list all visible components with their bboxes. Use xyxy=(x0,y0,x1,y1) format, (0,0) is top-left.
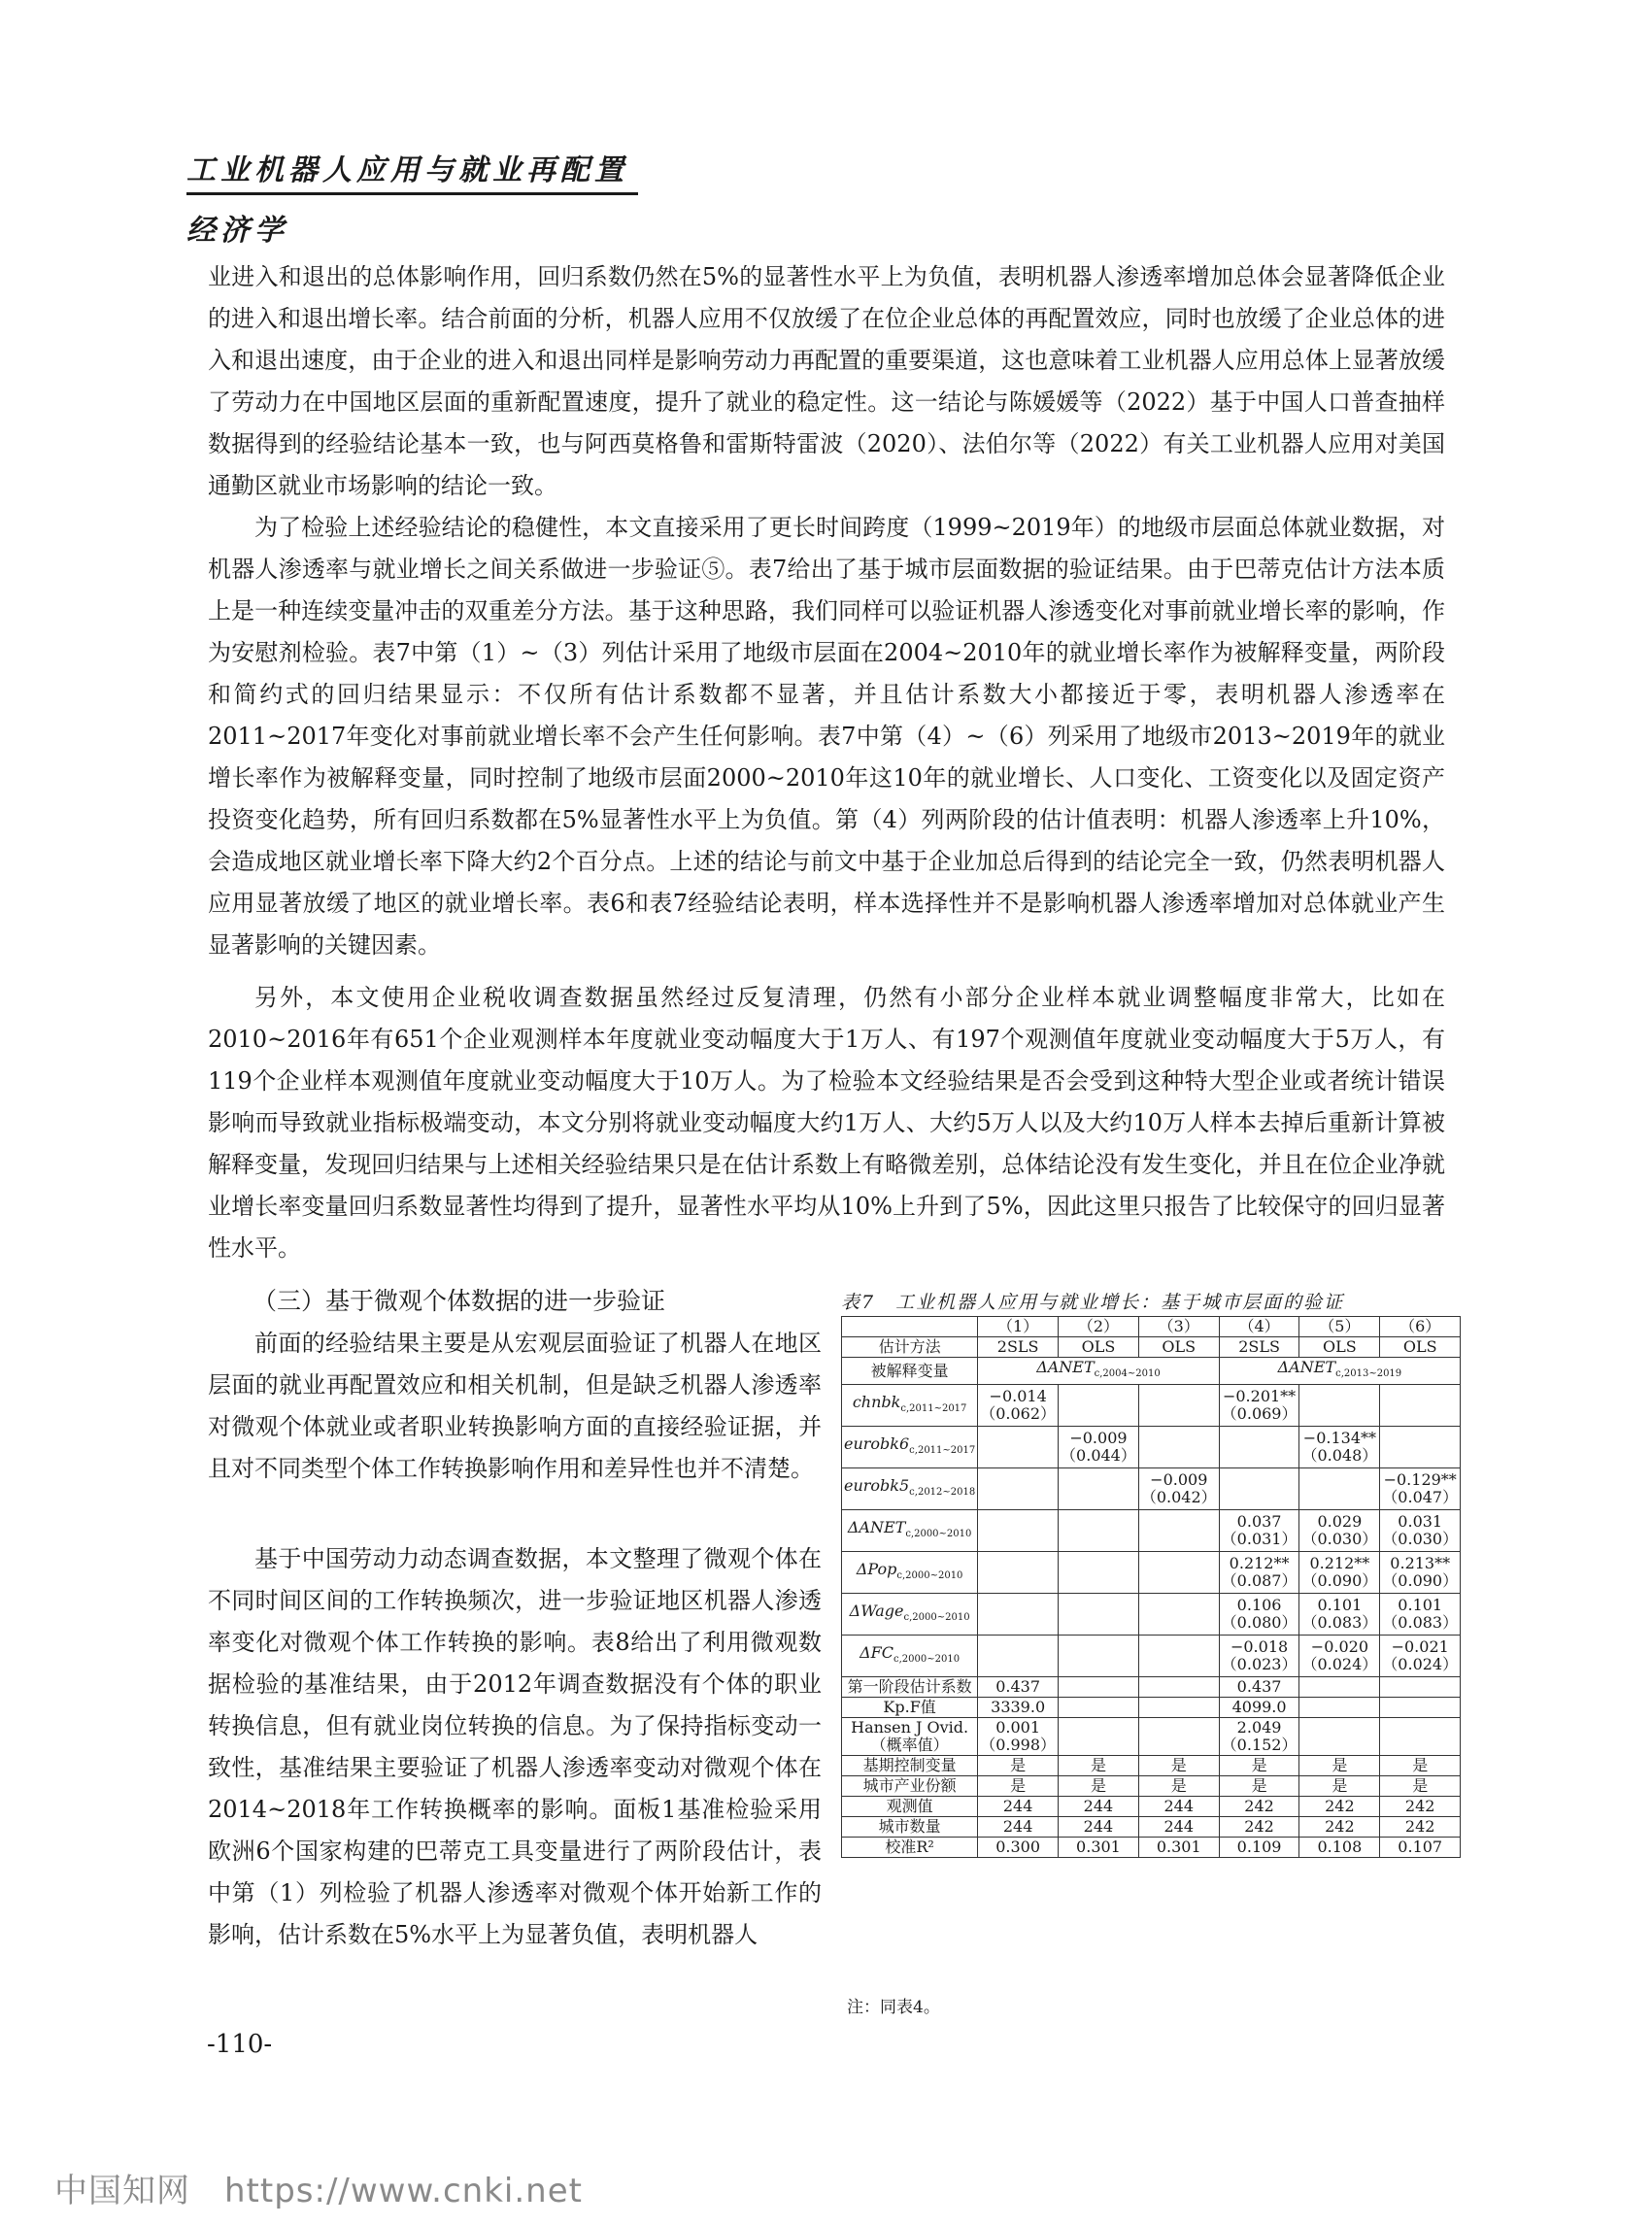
table-cell: 0.212** （0.090） xyxy=(1299,1552,1380,1594)
table-cell: 0.437 xyxy=(978,1677,1059,1698)
table-cell: 244 xyxy=(1059,1797,1139,1817)
table-cell xyxy=(1138,1636,1219,1677)
col-number: （4） xyxy=(1219,1317,1299,1337)
row-label: 估计方法 xyxy=(842,1337,978,1358)
table-cell xyxy=(1380,1698,1461,1718)
table-cell xyxy=(1380,1385,1461,1427)
row-label: $eurobk6_{c,2011\sim 2017}$ xyxy=(842,1427,978,1468)
table-row xyxy=(842,1358,1461,1385)
table-row xyxy=(842,1427,1461,1468)
table-7 xyxy=(841,1316,1461,1858)
table-row xyxy=(842,1636,1461,1677)
table-cell xyxy=(978,1427,1059,1468)
row-label: 被解释变量 xyxy=(842,1358,978,1385)
table-cell: 是 xyxy=(1299,1776,1380,1797)
table-cell: 是 xyxy=(978,1756,1059,1776)
table-cell: −0.009 （0.042） xyxy=(1138,1468,1219,1510)
paragraph-2: 为了检验上述经验结论的稳健性，本文直接采用了更长时间跨度（1999~2019年）的地级市层面总体就业数据，对机器人渗透率与就业增长之间关系做进一步验证⑤。表7给出了基于城市层面数据的验证结果。由于巴蒂克估计方法本质上是一种连续变量冲击的双重差分方法。基于这种思路，我们同样可以验证机器人渗透变化对事前就业增长率的影响，作为安慰剂检验。表7中第（1）~（3）列估计采用了地级市层面在2004~2010年的就业增长率作为被解释变量，两阶段和简约式的回归结果显示：不仅所有估计系数都不显著，并且估计系数大小都接近于零，表明机器人渗透率在2011~2017年变化对事前就业增长率不会产生任何影响。表7中第（4）~（6）列采用了地级市2013~2019年的就业增长率作为被解释变量，同时控制了地级市层面2000~2010年这10年的就业增长、人口变化、工资变化以及固定资产投资变化趋势，所有回归系数都在5%显著性水平上为负值。第（4）列两阶段的估计值表明：机器人渗透率上升10%，会造成地区就业增长率下降大约2个百分点。上述的结论与前文中基于企业加总后得到的结论完全一致，仍然表明机器人应用显著放缓了地区的就业增长率。表6和表7经验结论表明，样本选择性并不是影响机器人渗透率增加对总体就业产生显著影响的关键因素。 xyxy=(208,514,1445,959)
table-cell: 2SLS xyxy=(1219,1337,1299,1358)
table-row xyxy=(842,1510,1461,1552)
table-cell: 244 xyxy=(1138,1797,1219,1817)
table-cell: 244 xyxy=(978,1817,1059,1838)
table-row xyxy=(842,1718,1461,1756)
table-cell: 0.101 （0.083） xyxy=(1299,1594,1380,1636)
table-cell xyxy=(1138,1677,1219,1698)
table-cell: 是 xyxy=(1380,1776,1461,1797)
table-cell: 0.037 （0.031） xyxy=(1219,1510,1299,1552)
table-cell: 244 xyxy=(1059,1817,1139,1838)
table-cell: 是 xyxy=(1138,1756,1219,1776)
row-label: $\Delta ANET_{c,2000\sim 2010}$ xyxy=(842,1510,978,1552)
row-label: 城市产业份额 xyxy=(842,1776,978,1797)
dep-var-left: $\Delta ANET_{c,2004\sim 2010}$ xyxy=(978,1358,1219,1385)
table-cell xyxy=(978,1636,1059,1677)
table-cell xyxy=(1380,1677,1461,1698)
table-cell: 0.108 xyxy=(1299,1838,1380,1858)
table-cell: 242 xyxy=(1380,1797,1461,1817)
table-cell: OLS xyxy=(1380,1337,1461,1358)
table-cell: 0.031 （0.030） xyxy=(1380,1510,1461,1552)
table-cell xyxy=(1138,1698,1219,1718)
table-cell: 0.213** （0.090） xyxy=(1380,1552,1461,1594)
journal-title: 工业机器人应用与就业再配置 xyxy=(186,153,628,187)
table-cell xyxy=(1299,1677,1380,1698)
table-cell: OLS xyxy=(1059,1337,1139,1358)
table-corner xyxy=(842,1317,978,1337)
table-cell: 0.300 xyxy=(978,1838,1059,1858)
table-cell xyxy=(1138,1427,1219,1468)
table-row xyxy=(842,1468,1461,1510)
table-cell xyxy=(1059,1510,1139,1552)
table-cell: −0.020 （0.024） xyxy=(1299,1636,1380,1677)
table-cell: −0.018 （0.023） xyxy=(1219,1636,1299,1677)
table-cell xyxy=(1299,1468,1380,1510)
paragraph-1: 业进入和退出的总体影响作用，回归系数仍然在5%的显著性水平上为负值，表明机器人渗透率增加总体会显著降低企业的进入和退出增长率。结合前面的分析，机器人应用不仅放缓了在位企业总体的再配置效应，同时也放缓了企业总体的进入和退出速度，由于企业的进入和退出同样是影响劳动力再配置的重要渠道，这也意味着工业机器人应用总体上显著放缓了劳动力在中国地区层面的重新配置速度，提升了就业的稳定性。这一结论与陈媛媛等（2022）基于中国人口普查抽样数据得到的经验结论基本一致，也与阿西莫格鲁和雷斯特雷波（2020）、法伯尔等（2022）有关工业机器人应用对美国通勤区就业市场影响的结论一致。 xyxy=(208,263,1445,499)
row-label: 观测值 xyxy=(842,1797,978,1817)
row-label: Hansen J Ovid. （概率值） xyxy=(842,1718,978,1756)
table-cell: 242 xyxy=(1299,1797,1380,1817)
table-cell: 244 xyxy=(978,1797,1059,1817)
row-label: ΔWage$_{c,2000\sim 2010}$ xyxy=(842,1594,978,1636)
col-number: （6） xyxy=(1380,1317,1461,1337)
table-cell: OLS xyxy=(1299,1337,1380,1358)
table-cell xyxy=(1138,1718,1219,1756)
col-number: （1） xyxy=(978,1317,1059,1337)
table-row xyxy=(842,1337,1461,1358)
table-cell xyxy=(1138,1594,1219,1636)
table-cell: OLS xyxy=(1138,1337,1219,1358)
table-cell xyxy=(1138,1385,1219,1427)
table-row xyxy=(842,1594,1461,1636)
table-cell: 0.301 xyxy=(1138,1838,1219,1858)
row-label: 校准R² xyxy=(842,1838,978,1858)
watermark: 中国知网 https://www.cnki.net xyxy=(54,2172,583,2210)
dep-var-right: $\Delta ANET_{c,2013\sim 2019}$ xyxy=(1219,1358,1460,1385)
table-cell xyxy=(1059,1552,1139,1594)
table-cell: 242 xyxy=(1380,1817,1461,1838)
table-cell: 是 xyxy=(978,1776,1059,1797)
col-number: （3） xyxy=(1138,1317,1219,1337)
table-header-row xyxy=(842,1317,1461,1337)
subheading: （三）基于微观个体数据的进一步验证 xyxy=(253,1287,666,1315)
row-label: 第一阶段估计系数 xyxy=(842,1677,978,1698)
table-cell xyxy=(978,1468,1059,1510)
table-cell: 2.049 （0.152） xyxy=(1219,1718,1299,1756)
table-cell xyxy=(1059,1594,1139,1636)
table-cell xyxy=(1299,1385,1380,1427)
page-number: -110- xyxy=(207,2030,273,2059)
paragraph-3: 另外，本文使用企业税收调查数据虽然经过反复清理，仍然有小部分企业样本就业调整幅度非常大，比如在2010~2016年有651个企业观测样本年度就业变动幅度大于1万人、有197个观测值年度就业变动幅度大于5万人，有119个企业样本观测值年度就业变动幅度大于10万人。为了检验本文经验结果是否会受到这种特大型企业或者统计错误影响而导致就业指标极端变动，本文分别将就业变动幅度大约1万人、大约5万人以及大约10万人样本去掉后重新计算被解释变量，发现回归结果与上述相关经验结果只是在估计系数上有略微差别，总体结论没有发生变化，并且在位企业净就业增长率变量回归系数显著性均得到了提升，显著性水平均从10%上升到了5%，因此这里只报告了比较保守的回归显著性水平。 xyxy=(208,984,1445,1262)
table-cell: 3339.0 xyxy=(978,1698,1059,1718)
table-row xyxy=(842,1677,1461,1698)
row-label: $\Delta FC_{c,2000\sim 2010}$ xyxy=(842,1636,978,1677)
header-rule xyxy=(186,192,638,195)
table-row xyxy=(842,1817,1461,1838)
row-label: 基期控制变量 xyxy=(842,1756,978,1776)
table-cell: 244 xyxy=(1138,1817,1219,1838)
table-cell: 0.101 （0.083） xyxy=(1380,1594,1461,1636)
table-cell: 242 xyxy=(1219,1817,1299,1838)
table-cell xyxy=(1299,1698,1380,1718)
table-row xyxy=(842,1838,1461,1858)
paragraph-4: 前面的经验结果主要是从宏观层面验证了机器人在地区层面的就业再配置效应和相关机制，但是缺乏机器人渗透率对微观个体就业或者职业转换影响方面的直接经验证据，并且对不同类型个体工作转换影响作用和差异性也并不清楚。 xyxy=(208,1330,822,1482)
table-cell: −0.129** （0.047） xyxy=(1380,1468,1461,1510)
table-row xyxy=(842,1776,1461,1797)
table-cell: 242 xyxy=(1299,1817,1380,1838)
table-row xyxy=(842,1797,1461,1817)
table-cell: −0.014 （0.062） xyxy=(978,1385,1059,1427)
table-cell xyxy=(978,1552,1059,1594)
table-cell: 是 xyxy=(1059,1756,1139,1776)
table-cell xyxy=(1219,1468,1299,1510)
table-cell: 242 xyxy=(1219,1797,1299,1817)
table-cell: 0.109 xyxy=(1219,1838,1299,1858)
table-cell: 0.212** （0.087） xyxy=(1219,1552,1299,1594)
table-row xyxy=(842,1698,1461,1718)
table-cell: 0.301 xyxy=(1059,1838,1139,1858)
paragraph-5: 基于中国劳动力动态调查数据，本文整理了微观个体在不同时间区间的工作转换频次，进一步验证地区机器人渗透率变化对微观个体工作转换的影响。表8给出了利用微观数据检验的基准结果，由于2012年调查数据没有个体的职业转换信息，但有就业岗位转换的信息。为了保持指标变动一致性，基准结果主要验证了机器人渗透率变动对微观个体在2014~2018年工作转换概率的影响。面板1基准检验采用欧洲6个国家构建的巴蒂克工具变量进行了两阶段估计，表中第（1）列检验了机器人渗透率对微观个体开始新工作的影响，估计系数在5%水平上为显著负值，表明机器人 xyxy=(208,1545,822,1948)
table-row xyxy=(842,1552,1461,1594)
table-cell xyxy=(1059,1718,1139,1756)
table-cell: 是 xyxy=(1219,1776,1299,1797)
table-cell xyxy=(1299,1718,1380,1756)
table-cell: 是 xyxy=(1299,1756,1380,1776)
table-cell xyxy=(1059,1468,1139,1510)
table-cell: −0.134** （0.048） xyxy=(1299,1427,1380,1468)
table-cell xyxy=(1059,1677,1139,1698)
table-row xyxy=(842,1385,1461,1427)
table-cell: −0.021 （0.024） xyxy=(1380,1636,1461,1677)
table-cell xyxy=(978,1594,1059,1636)
table-cell: 0.107 xyxy=(1380,1838,1461,1858)
table-cell: 0.437 xyxy=(1219,1677,1299,1698)
coefficient-rows xyxy=(842,1385,1461,1677)
table-cell xyxy=(1059,1385,1139,1427)
table-note: 注：同表4。 xyxy=(847,1998,940,2017)
table-row xyxy=(842,1756,1461,1776)
table-cell: 0.001 （0.998） xyxy=(978,1718,1059,1756)
table-cell xyxy=(1380,1718,1461,1756)
table-cell: 4099.0 xyxy=(1219,1698,1299,1718)
row-label: ΔPop$_{c,2000\sim 2010}$ xyxy=(842,1552,978,1594)
table-cell xyxy=(1059,1636,1139,1677)
table-cell: 0.106 （0.080） xyxy=(1219,1594,1299,1636)
table-cell xyxy=(1380,1427,1461,1468)
table-cell xyxy=(1138,1552,1219,1594)
row-label: Kp.F值 xyxy=(842,1698,978,1718)
table-cell: 2SLS xyxy=(978,1337,1059,1358)
table-7-title: 表7 工业机器人应用与就业增长：基于城市层面的验证 xyxy=(841,1292,1345,1313)
table-cell xyxy=(1219,1427,1299,1468)
row-label: $eurobk5_{c,2012\sim 2018}$ xyxy=(842,1468,978,1510)
table-cell: 0.029 （0.030） xyxy=(1299,1510,1380,1552)
table-cell: 是 xyxy=(1059,1776,1139,1797)
col-number: （2） xyxy=(1059,1317,1139,1337)
table-cell: −0.201** （0.069） xyxy=(1219,1385,1299,1427)
col-number: （5） xyxy=(1299,1317,1380,1337)
table-cell: 是 xyxy=(1380,1756,1461,1776)
table-cell xyxy=(978,1510,1059,1552)
row-label: 城市数量 xyxy=(842,1817,978,1838)
table-cell xyxy=(1138,1510,1219,1552)
section-tag: 经济学 xyxy=(186,214,288,248)
row-label: chnbk$_{c,2011\sim 2017}$ xyxy=(842,1385,978,1427)
table-cell: −0.009 （0.044） xyxy=(1059,1427,1139,1468)
table-cell xyxy=(1059,1698,1139,1718)
table-cell: 是 xyxy=(1219,1756,1299,1776)
table-cell: 是 xyxy=(1138,1776,1219,1797)
